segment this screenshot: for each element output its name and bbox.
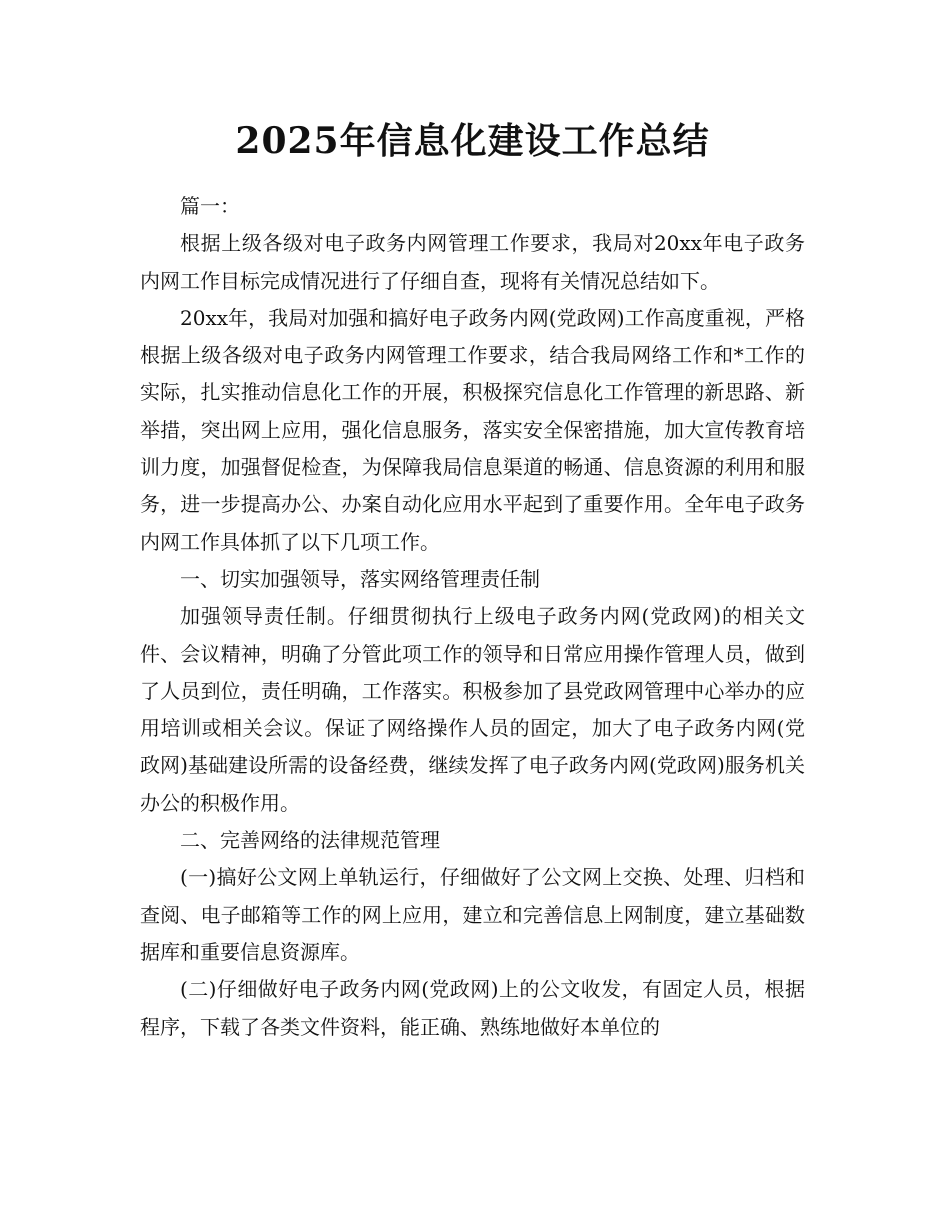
paragraph-overview: 20xx年，我局对加强和搞好电子政务内网(党政网)工作高度重视，严格根据上级各级对电子政务内网管理工作要求，结合我局网络工作和*工作的实际，扎实推动信息化工作的开展，积极探究信息化工作管理的新思路、新举措，突出网上应用，强化信息服务，落实安全保密措施，加大宣传教育培训力度，加强督促检查，为保障我局信息渠道的畅通、信息资源的利用和服务，进一步提高办公、办案自动化应用水平起到了重要作用。全年电子政务内网工作具体抓了以下几项工作。 — [140, 305, 805, 554]
paragraph-intro: 根据上级各级对电子政务内网管理工作要求，我局对20xx年电子政务内网工作目标完成情况进行了仔细自查，现将有关情况总结如下。 — [140, 231, 805, 293]
heading-section-2: 二、完善网络的法律规范管理 — [180, 828, 440, 853]
paragraph-item-1: (一)搞好公文网上单轨运行，仔细做好了公文网上交换、处理、归档和查阅、电子邮箱等工作的网上应用，建立和完善信息上网制度，建立基础数据库和重要信息资源库。 — [140, 865, 805, 964]
document-body — [140, 188, 805, 1046]
paragraph-item-2: (二)仔细做好电子政务内网(党政网)上的公文收发，有固定人员，根据程序，下载了各类文件资料，能正确、熟练地做好本单位的 — [140, 977, 805, 1039]
heading-section-1: 一、切实加强领导，落实网络管理责任制 — [180, 566, 540, 591]
paragraph-section-1: 加强领导责任制。仔细贯彻执行上级电子政务内网(党政网)的相关文件、会议精神，明确了分管此项工作的领导和日常应用操作管理人员，做到了人员到位，责任明确，工作落实。积极参加了县党政网管理中心举办的应用培训或相关会议。保证了网络操作人员的固定，加大了电子政务内网(党政网)基础建设所需的设备经费，继续发挥了电子政务内网(党政网)服务机关办公的积极作用。 — [140, 604, 805, 815]
document-title: 2025年信息化建设工作总结 — [235, 120, 710, 162]
paragraph-section-label: 篇一： — [180, 194, 240, 218]
